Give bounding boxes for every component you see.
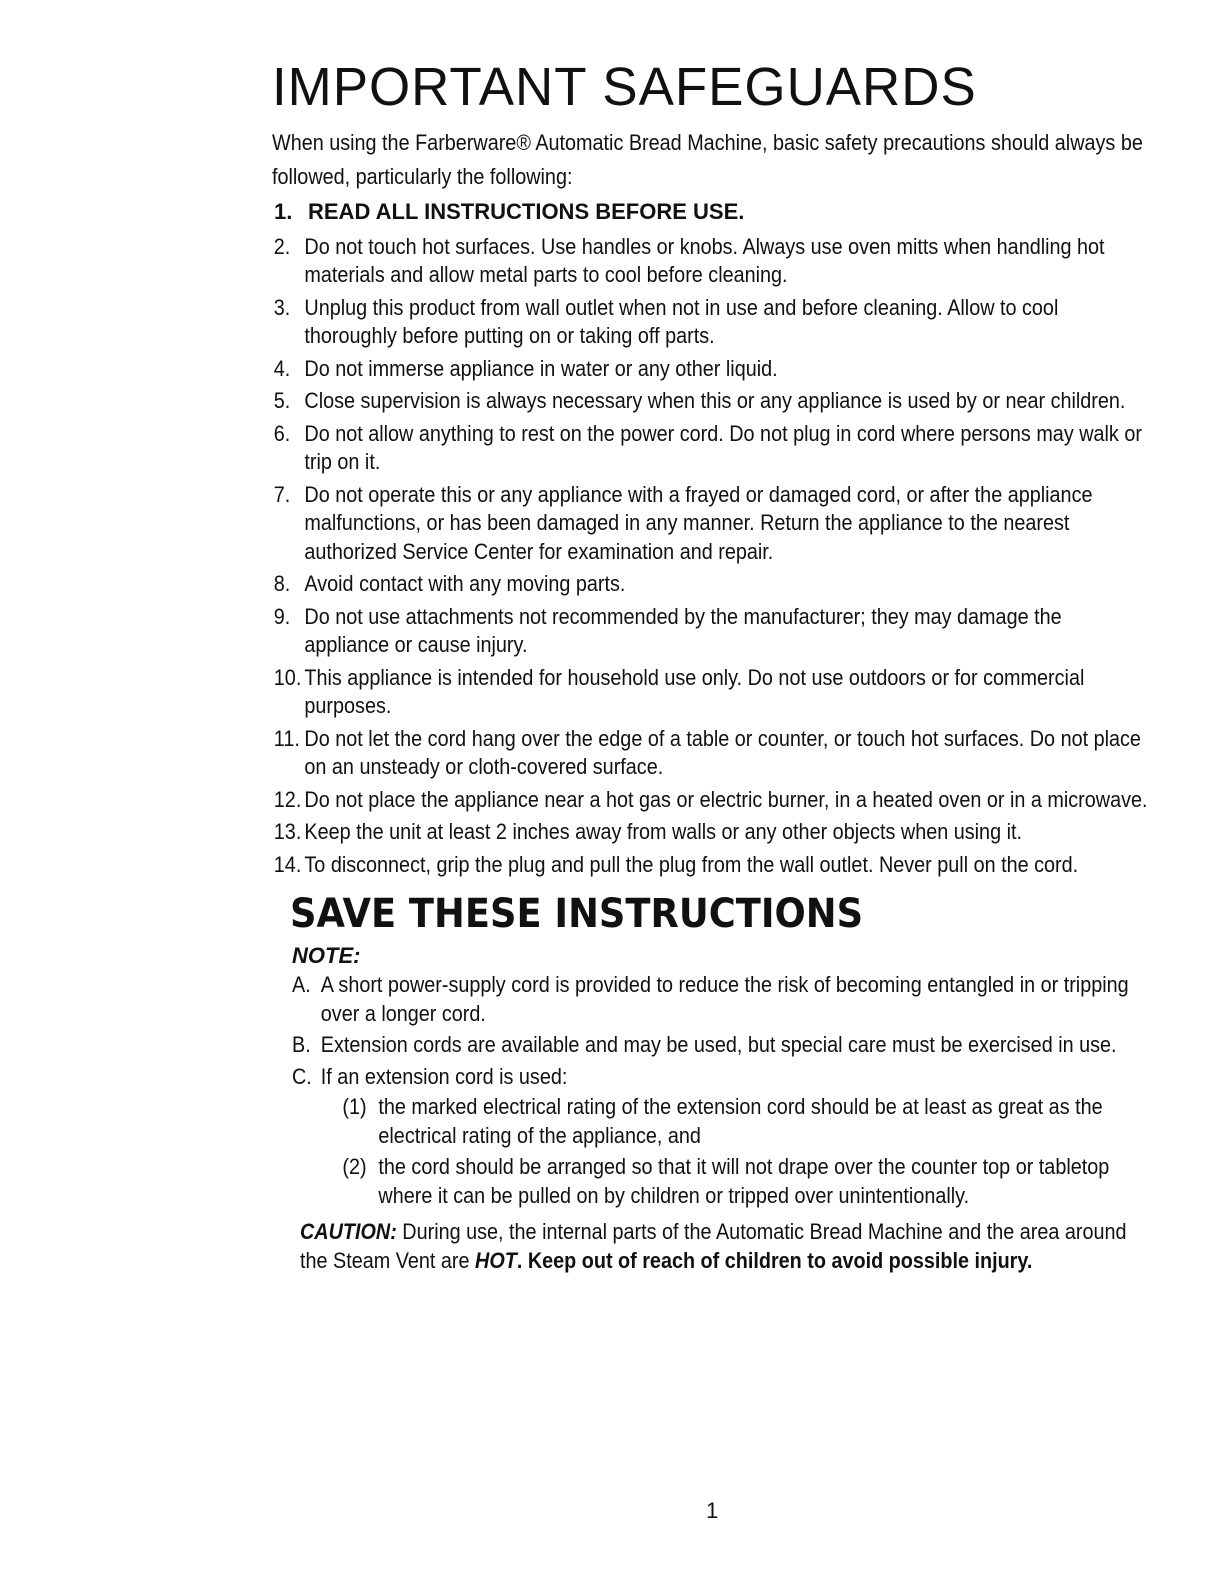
note-letter: A. — [292, 972, 311, 997]
caution-label: CAUTION: — [300, 1219, 397, 1244]
note-letter: B. — [292, 1032, 311, 1057]
list-item — [272, 786, 1150, 815]
caution-warning: . Keep out of reach of children to avoid possible injury. — [516, 1247, 1033, 1273]
note-letter: C. — [292, 1063, 312, 1089]
item-text: To disconnect, grip the plug and pull the plug from the wall outlet. Never pull on the cord. — [304, 851, 1079, 877]
list-item — [272, 355, 1150, 384]
list-item — [272, 725, 1150, 782]
document-page — [272, 52, 1152, 1275]
item-text: Do not use attachments not recommended by the manufacturer; they may damage the appliance or cause injury. — [304, 603, 1062, 657]
list-item — [272, 481, 1150, 567]
item-number: 14. — [273, 851, 302, 877]
sub-note-item — [342, 1093, 1166, 1150]
list-item — [272, 233, 1150, 290]
note-text: A short power-supply cord is provided to reduce the risk of becoming entangled in or tripping over a longer cord. — [320, 972, 1129, 1026]
item-number: 3. — [273, 294, 291, 320]
note-item — [292, 971, 1167, 1028]
item-text: Keep the unit at least 2 inches away from walls or any other objects when using it. — [304, 819, 1022, 844]
item-text: This appliance is intended for household use only. Do not use outdoors or for commercial purposes. — [304, 664, 1085, 718]
item-text: Unplug this product from wall outlet when not in use and before cleaning. Allow to cool thoroughly before putting on or taking off parts. — [304, 294, 1059, 348]
item-number: 2. — [273, 233, 291, 259]
note-label: NOTE: — [292, 943, 361, 968]
item-text: Do not touch hot surfaces. Use handles or knobs. Always use oven mitts when handling hot materials and allow metal parts to cool before cleaning. — [304, 233, 1105, 287]
list-item — [272, 664, 1150, 721]
list-item — [272, 294, 1150, 351]
list-item — [272, 198, 1152, 227]
note-text: Extension cords are available and may be used, but special care must be exercised in use. — [320, 1032, 1117, 1057]
item-text: Do not immerse appliance in water or any other liquid. — [304, 355, 778, 381]
item-number: 9. — [273, 603, 291, 629]
list-item — [272, 851, 1150, 880]
list-item — [272, 420, 1150, 477]
caution-text: During use, the internal parts of the Automatic Bread Machine and the area around the Steam Vent are — [300, 1219, 1127, 1273]
item-number: 7. — [273, 481, 291, 507]
item-text: Do not place the appliance near a hot gas or electric burner, in a heated oven or in a microwave. — [304, 786, 1148, 812]
note-text: If an extension cord is used: — [320, 1063, 568, 1089]
item-text: Avoid contact with any moving parts. — [304, 571, 626, 596]
sub-note-text: the marked electrical rating of the extension cord should be at least as great as the electrical rating of the appliance, and — [378, 1094, 1103, 1148]
note-item — [292, 1063, 1167, 1211]
caution-hot: HOT — [475, 1247, 517, 1273]
sub-note-text: the cord should be arranged so that it will not drape over the counter top or tabletop where it can be pulled on by children or tripped over unintentionally. — [378, 1154, 1110, 1208]
item-number: 8. — [273, 571, 291, 596]
item-number: 10. — [273, 664, 302, 690]
sub-note-item — [342, 1153, 1166, 1210]
caution-paragraph — [300, 1218, 1146, 1275]
notes-list — [272, 971, 1152, 1210]
item-number: 12. — [273, 786, 302, 812]
page-title: IMPORTANT SAFEGUARDS — [272, 57, 977, 117]
sub-note-number: (2) — [342, 1154, 367, 1179]
list-item — [272, 387, 1150, 416]
item-text: Close supervision is always necessary when this or any appliance is used by or near children. — [304, 388, 1126, 413]
list-item — [272, 603, 1150, 660]
list-item — [272, 570, 1150, 599]
item-number: 13. — [273, 819, 302, 844]
item-text: Do not let the cord hang over the edge of a table or counter, or touch hot surfaces. Do not place on an unsteady or cloth-covered surface. — [304, 725, 1141, 779]
safeguards-list — [272, 198, 1152, 879]
item-number: 5. — [273, 388, 291, 413]
item-text: Do not operate this or any appliance with a frayed or damaged cord, or after the appliance malfunctions, or has been damaged in any manner. Return the appliance to the nearest authorized Service Center for examination and repair. — [304, 481, 1093, 564]
item-number: 11. — [273, 725, 300, 751]
intro-paragraph: When using the Farberware® Automatic Bread Machine, basic safety precautions should always be followed, particularly the following: — [272, 130, 1143, 189]
sub-note-number: (1) — [342, 1094, 367, 1119]
save-instructions-heading: SAVE THESE INSTRUCTIONS — [290, 891, 864, 937]
item-number: 6. — [273, 420, 291, 446]
list-item — [272, 818, 1150, 847]
item-text: READ ALL INSTRUCTIONS BEFORE USE. — [308, 199, 745, 224]
item-text: Do not allow anything to rest on the power cord. Do not plug in cord where persons may walk or trip on it. — [304, 420, 1142, 474]
item-number: 1. — [274, 199, 293, 224]
item-number: 4. — [273, 355, 291, 381]
note-item — [292, 1031, 1167, 1060]
page-number: 1 — [706, 1498, 719, 1523]
sub-notes-list — [321, 1093, 1167, 1210]
